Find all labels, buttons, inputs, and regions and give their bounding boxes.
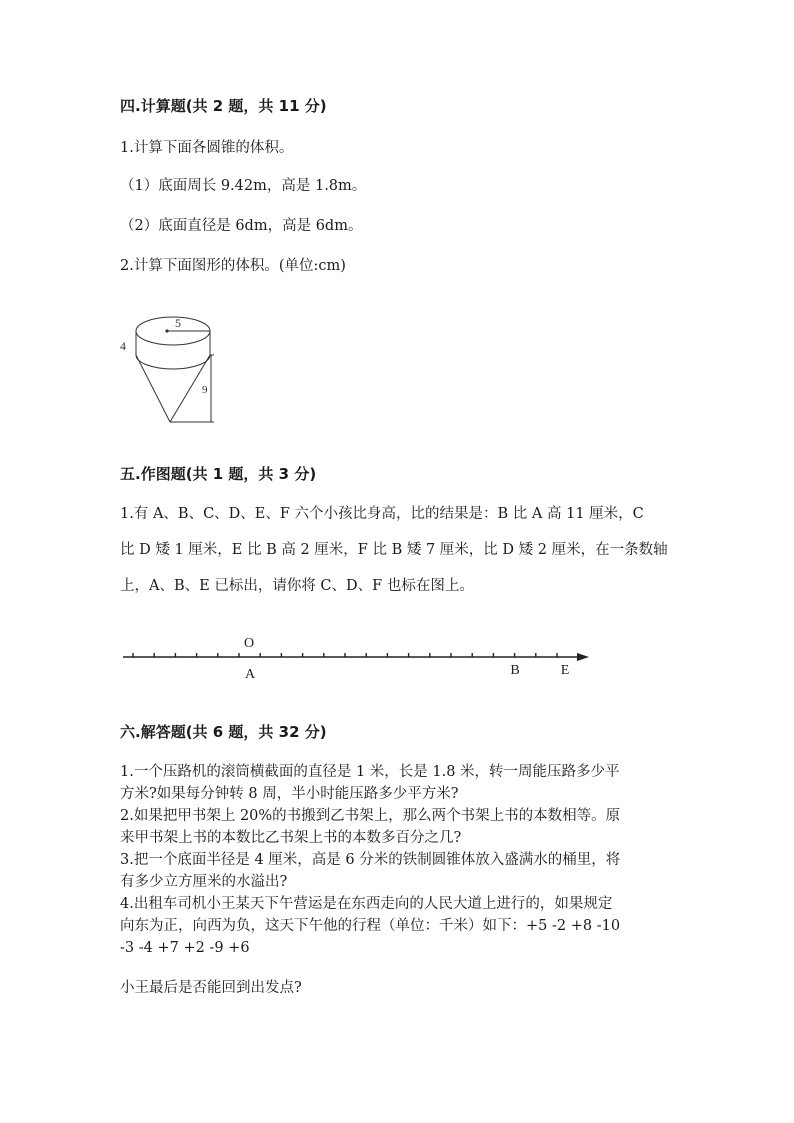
section-5-title: 五.作图题(共 1 题，共 3 分) [120, 465, 317, 483]
cylinder-height-label: 4 [120, 339, 126, 353]
point-a-label: A [244, 667, 256, 682]
origin-label: O [243, 636, 255, 651]
cone-height-label: 9 [202, 384, 208, 396]
section-6-q1-line-2: 方米?如果每分钟转 8 周，半小时能压路多少平方米? [120, 786, 459, 802]
point-e-label: E [560, 663, 570, 678]
section-4-question-2: 2.计算下面图形的体积。(单位:cm) [120, 258, 346, 274]
cone-left-edge [136, 355, 170, 422]
section-5-question-line-3: 上，A、B、E 已标出，请你将 C、D、F 也标在图上。 [120, 578, 474, 594]
section-6-q4-question: 小王最后是否能回到出发点? [120, 980, 302, 996]
cylinder-bottom-arc [136, 355, 210, 369]
section-5-question-line-2: 比 D 矮 1 厘米，E 比 B 高 2 厘米，F 比 B 矮 7 厘米，比 D 矮 2 厘米，在一条数轴 [120, 542, 668, 558]
section-6-q4-line-3: -3 -4 +7 +2 -9 +6 [120, 940, 250, 956]
cylinder-cone-figure [115, 300, 225, 430]
section-4-question-1-part-2: （2）底面直径是 6dm，高是 6dm。 [120, 218, 363, 234]
section-4-title: 四.计算题(共 2 题，共 11 分) [120, 97, 327, 115]
section-6-title: 六.解答题(共 6 题，共 32 分) [120, 723, 327, 741]
point-b-label: B [510, 663, 520, 678]
section-5-question-line-1: 1.有 A、B、C、D、E、F 六个小孩比身高，比的结果是：B 比 A 高 11 厘米，C [120, 506, 644, 522]
section-6-q1-line-1: 1.一个压路机的滚筒横截面的直径是 1 米，长是 1.8 米，转一周能压路多少平 [120, 764, 620, 780]
section-6-q3-line-1: 3.把一个底面半径是 4 厘米，高是 6 分米的铁制圆锥体放入盛满水的桶里，将 [120, 852, 621, 868]
section-6-q2-line-2: 来甲书架上书的本数比乙书架上书的本数多百分之几? [120, 830, 462, 846]
section-6-q4-line-1: 4.出租车司机小王某天下午营运是在东西走向的人民大道上进行的，如果规定 [120, 896, 613, 912]
radius-label: 5 [175, 316, 181, 330]
cylinder-center-dot [165, 329, 168, 332]
number-line [115, 628, 600, 684]
section-4-question-1-part-1: （1）底面周长 9.42m，高是 1.8m。 [120, 178, 367, 194]
section-4-question-1: 1.计算下面各圆锥的体积。 [120, 140, 294, 156]
number-line-arrow-icon [577, 653, 589, 661]
section-6-q2-line-1: 2.如果把甲书架上 20%的书搬到乙书架上，那么两个书架上书的本数相等。原 [120, 808, 621, 824]
section-6-q3-line-2: 有多少立方厘米的水溢出? [120, 874, 288, 890]
section-6-q4-line-2: 向东为正，向西为负，这天下午他的行程（单位：千米）如下：+5 -2 +8 -10 [120, 918, 621, 934]
